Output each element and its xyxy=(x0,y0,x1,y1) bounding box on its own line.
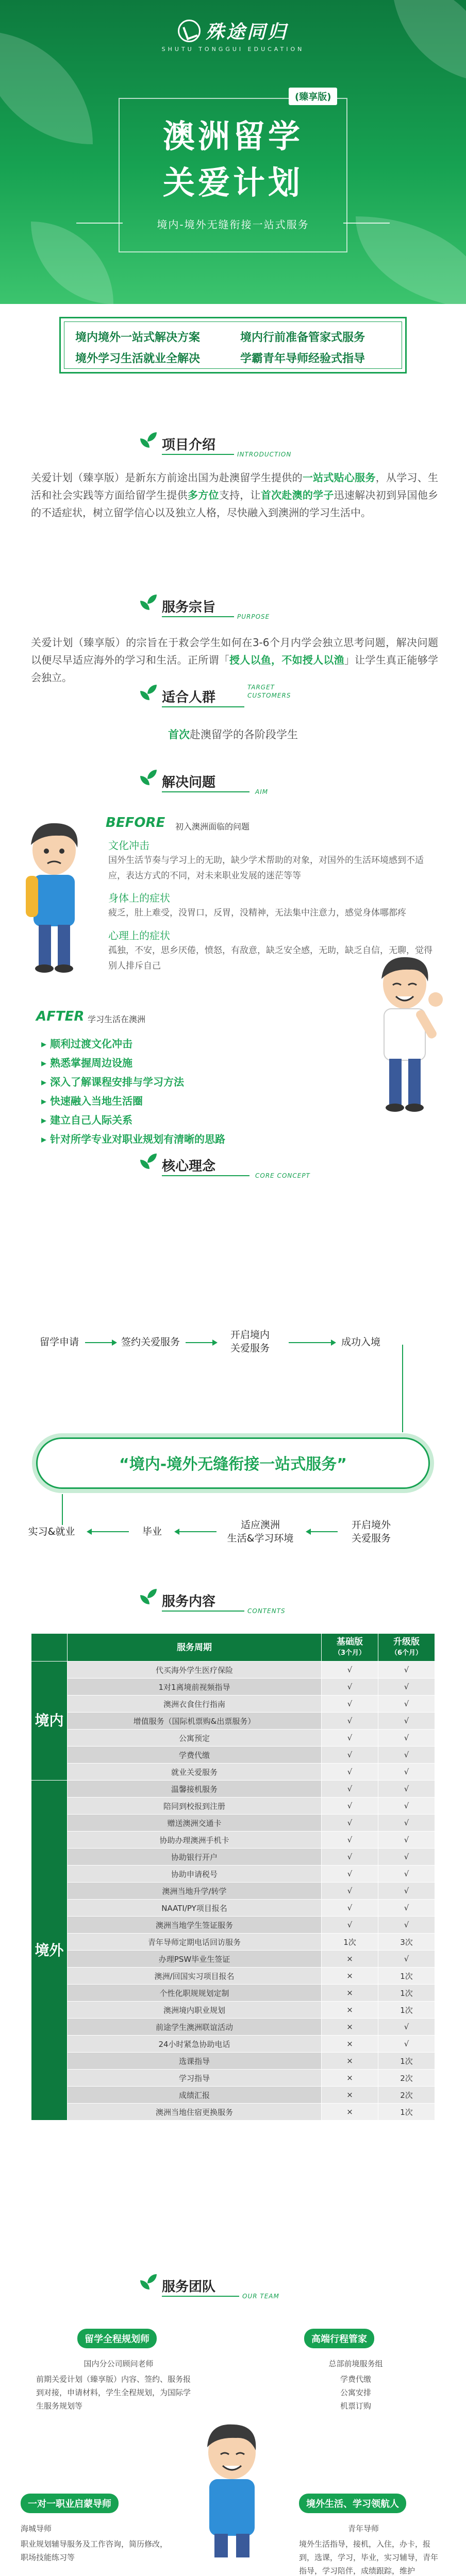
table-row xyxy=(31,1730,435,1747)
logo-icon xyxy=(178,20,201,42)
section-header-intro xyxy=(139,430,345,456)
connector xyxy=(402,1345,403,1432)
section-en: CONTENTS xyxy=(247,1607,286,1615)
arrow-left-icon xyxy=(175,1531,217,1532)
table-cell-plus: 1次 xyxy=(378,2104,435,2121)
after-sublabel: 学习生活在澳洲 xyxy=(88,1014,146,1024)
table-cell-plus: 1次 xyxy=(378,1968,435,1985)
table-cell-item: 温馨接机服务 xyxy=(68,1781,322,1798)
table-cell-plus: √ xyxy=(378,1900,435,1917)
problem-text: 孤独，不安，思乡厌倦，愤怒，有敌意，缺乏安全感，无助，缺乏自信，无聊，觉得别人排斥自己 xyxy=(108,945,432,971)
table-cell-item: 增值服务（国际机票购&出票服务） xyxy=(68,1713,322,1730)
table-cell-item: 前途学生澳洲联谊活动 xyxy=(68,2019,322,2036)
table-row xyxy=(31,1747,435,1764)
table-cell-plus: √ xyxy=(378,1781,435,1798)
table-cell-item: 选课指导 xyxy=(68,2053,322,2070)
arrow-right-icon xyxy=(289,1342,335,1343)
team-tag-butler: 高端行程管家 xyxy=(304,2329,374,2348)
flow-step: 适应澳洲 生活&学习环境 xyxy=(227,1519,294,1544)
target-text: 首次赴澳留学的各阶段学生 xyxy=(168,728,298,741)
team-tag-mentor: 一对一职业启蒙导师 xyxy=(21,2494,119,2513)
table-cell-plus: √ xyxy=(378,1696,435,1713)
table-cell-item: 个性化职规规划定制 xyxy=(68,1985,322,2002)
table-row xyxy=(31,1679,435,1696)
section-header-target xyxy=(139,683,345,708)
table-cell-plus: √ xyxy=(378,1662,435,1679)
section-en: AIM xyxy=(255,788,269,795)
table-cell-plus: √ xyxy=(378,1849,435,1866)
table-cell-item: 学习指导 xyxy=(68,2070,322,2087)
flow-step: 留学申请 xyxy=(39,1336,79,1348)
table-cell-item: 就业关爱服务 xyxy=(68,1764,322,1781)
section-header-team xyxy=(139,2272,356,2298)
table-cell-basic: √ xyxy=(322,1815,378,1832)
hero-title-line1: 澳洲留学 xyxy=(162,117,303,155)
team-desc: 前期关爱计划（臻享版）内容、签约、服务报到对接，申请材料，学生全程规划，为国际学生服务规划等 xyxy=(36,2375,191,2411)
table-cell-basic: √ xyxy=(322,1900,378,1917)
section-underline xyxy=(162,2296,239,2297)
team-desc: 职业规划辅导服务及工作咨询，简历修改，职场技能练习等 xyxy=(21,2539,168,2562)
table-cell-basic: √ xyxy=(322,1866,378,1883)
table-cell-basic: × xyxy=(322,1985,378,2002)
table-cell-item: 学费代缴 xyxy=(68,1747,322,1764)
table-cell-item: 协助申请税号 xyxy=(68,1866,322,1883)
table-row xyxy=(31,1934,435,1951)
team-desc: 境外生活指导，接机，入住，办卡，报到，选课，学习，毕业，实习辅导，青年指导，学习陪伴，成绩跟踪，维护 xyxy=(299,2539,439,2575)
table-cell-plus: 2次 xyxy=(378,2087,435,2104)
table-cell-basic: √ xyxy=(322,1747,378,1764)
table-cell-plus: √ xyxy=(378,1730,435,1747)
problem-heading: 心理上的症状 xyxy=(108,929,170,942)
table-cell-basic: √ xyxy=(322,1832,378,1849)
table-cell-plus: √ xyxy=(378,1917,435,1934)
table-row xyxy=(31,2104,435,2121)
table-cell-item: 澳洲衣食住行指南 xyxy=(68,1696,322,1713)
brand-name: 殊途同归 xyxy=(205,21,288,43)
table-cell-basic: √ xyxy=(322,1764,378,1781)
table-header-item: 服务周期 xyxy=(68,1634,322,1662)
table-cell-plus: √ xyxy=(378,1764,435,1781)
table-cell-item: 澳洲境内职业规划 xyxy=(68,2002,322,2019)
table-cell-plus: √ xyxy=(378,1713,435,1730)
arrow-left-icon xyxy=(307,1531,338,1532)
section-title: 项目介绍 xyxy=(162,437,216,453)
slogan-box xyxy=(59,317,407,374)
section-header-concept xyxy=(139,1151,356,1177)
section-en: CORE CONCEPT xyxy=(255,1172,310,1179)
table-row xyxy=(31,2002,435,2019)
table-cell-item: 协助银行开户 xyxy=(68,1849,322,1866)
table-cell-basic: √ xyxy=(322,1713,378,1730)
table-cell-item: 陪同到校报到注册 xyxy=(68,1798,322,1815)
section-header-problems xyxy=(139,768,345,793)
section-underline xyxy=(162,454,234,455)
table-cell-basic: × xyxy=(322,2036,378,2053)
table-cell-plus: √ xyxy=(378,2036,435,2053)
section-en: OUR TEAM xyxy=(242,2293,279,2300)
table-row xyxy=(31,1781,435,1798)
slogan-item: 境外学习生活就业全解决 xyxy=(75,352,201,365)
table-cell-plus: √ xyxy=(378,1951,435,1968)
leaf-icon xyxy=(139,1589,160,1607)
table-cell-basic: √ xyxy=(322,1798,378,1815)
table-cell-item: 澳洲/回国实习项目报名 xyxy=(68,1968,322,1985)
table-cell-plus: 3次 xyxy=(378,1934,435,1951)
table-cell-basic: × xyxy=(322,2070,378,2087)
section-en: CUSTOMERS xyxy=(247,692,291,699)
table-row xyxy=(31,1764,435,1781)
leaf-icon xyxy=(139,432,160,451)
student-ok-illustration xyxy=(361,948,448,1118)
table-cell-item: 24小时紧急协助电话 xyxy=(68,2036,322,2053)
table-group-label: 境外 xyxy=(31,1781,68,2121)
after-item: ▸ 深入了解课程安排与学习方法 xyxy=(41,1074,225,1093)
table-cell-basic: × xyxy=(322,2104,378,2121)
problem-heading: 身体上的症状 xyxy=(108,892,170,904)
section-header-purpose xyxy=(139,592,345,618)
section-en: INTRODUCTION xyxy=(237,451,292,458)
table-cell-plus: 1次 xyxy=(378,2053,435,2070)
table-cell-item: 协助办理澳洲手机卡 xyxy=(68,1832,322,1849)
table-cell-basic: √ xyxy=(322,1730,378,1747)
section-title: 服务团队 xyxy=(162,2279,216,2295)
brand-logo xyxy=(0,18,466,53)
flow-step: 签约关爱服务 xyxy=(121,1336,180,1348)
table-row xyxy=(31,1713,435,1730)
table-cell-plus: √ xyxy=(378,1798,435,1815)
table-cell-item: 澳洲当地学生签证服务 xyxy=(68,1917,322,1934)
section-header-contents xyxy=(139,1587,356,1613)
edition-badge: (臻享版) xyxy=(289,88,337,105)
table-cell-basic: √ xyxy=(322,1662,378,1679)
table-cell-plus: √ xyxy=(378,1832,435,1849)
concept-slogan: “境内-境外无缝衔接一站式服务” xyxy=(119,1455,347,1473)
flow-step: 成功入境 xyxy=(341,1336,380,1348)
team-role: 总部前境服务组 xyxy=(328,2359,383,2368)
arrow-right-icon xyxy=(85,1342,116,1343)
table-cell-item: 办理PSW毕业生签证 xyxy=(68,1951,322,1968)
table-row xyxy=(31,1900,435,1917)
table-cell-item: 代买海外学生医疗保险 xyxy=(68,1662,322,1679)
table-cell-item: 澳洲当地住宿更换服务 xyxy=(68,2104,322,2121)
table-cell-plus: √ xyxy=(378,1866,435,1883)
section-en: PURPOSE xyxy=(237,613,270,620)
intro-paragraph: 关爱计划（臻享版）是新东方前途出国为赴澳留学生提供的一站式贴心服务，从学习、生活和社会实践等方面给留学生提供多方位支持，让首次赴澳的学子迅速解决初到异国他乡的不适症状，树立留学信心以及独立人格，尽快融入到澳洲的学习生活中。 xyxy=(31,471,439,519)
purpose-paragraph: 关爱计划（臻享版）的宗旨在于救会学生如何在3-6个月内学会独立思考问题，解决问题以便尽早适应海外的学习和生活。正所谓「授人以鱼，不如授人以渔」让学生真正能够学会独立。 xyxy=(31,636,439,684)
table-row xyxy=(31,1985,435,2002)
table-cell-basic: 1次 xyxy=(322,1934,378,1951)
section-title: 服务宗旨 xyxy=(162,600,216,615)
team-role: 国内分公司顾问老师 xyxy=(84,2359,154,2368)
table-cell-item: 青年导师定期电话回访服务 xyxy=(68,1934,322,1951)
table-cell-item: 1对1离境前视频指导 xyxy=(68,1679,322,1696)
table-cell-basic: √ xyxy=(322,1781,378,1798)
section-title: 适合人群 xyxy=(162,690,216,705)
table-row xyxy=(31,2036,435,2053)
hero-title-line2: 关爱计划 xyxy=(162,164,303,201)
table-header-plus: 升级版 （6个月） xyxy=(378,1634,435,1662)
after-item: ▸ 针对所学专业对职业规划有清晰的思路 xyxy=(41,1131,225,1150)
arrow-right-icon xyxy=(186,1342,217,1343)
leaf-icon xyxy=(139,1154,160,1172)
table-cell-basic: × xyxy=(322,2087,378,2104)
table-cell-basic: × xyxy=(322,2019,378,2036)
table-row xyxy=(31,1951,435,1968)
section-underline xyxy=(162,1611,244,1612)
table-cell-item: 赠送澳洲交通卡 xyxy=(68,1815,322,1832)
table-row xyxy=(31,2019,435,2036)
team-desc: 学费代缴 公寓安排 机票订购 xyxy=(340,2375,371,2411)
after-item: ▸ 快速融入当地生活圈 xyxy=(41,1093,225,1112)
table-cell-basic: × xyxy=(322,1951,378,1968)
flow-step: 开启境内 关爱服务 xyxy=(230,1329,270,1354)
slogan-item: 学霸青年导师经验式指导 xyxy=(240,352,365,365)
arrow-left-icon xyxy=(88,1531,129,1532)
table-row xyxy=(31,1815,435,1832)
problem-text: 国外生活节奏与学习上的无助，缺少学术帮助的对象，对国外的生活环境感到不适应，表达方式的不同，对未来职业发展的迷茫等等 xyxy=(108,855,424,881)
section-title: 服务内容 xyxy=(162,1594,216,1609)
section-underline xyxy=(162,616,234,617)
team-tag-planner: 留学全程规划师 xyxy=(77,2329,157,2348)
table-cell-plus: √ xyxy=(378,1679,435,1696)
table-cell-plus: √ xyxy=(378,1747,435,1764)
team-role: 青年导师 xyxy=(347,2524,379,2533)
decor-leaf xyxy=(31,222,113,304)
table-row xyxy=(31,1832,435,1849)
leaf-icon xyxy=(139,770,160,788)
table-cell-plus: √ xyxy=(378,1883,435,1900)
table-row xyxy=(31,2087,435,2104)
table-cell-plus: 1次 xyxy=(378,1985,435,2002)
table-row xyxy=(31,1917,435,1934)
leaf-icon xyxy=(139,685,160,703)
table-row xyxy=(31,1696,435,1713)
team-role: 海城导师 xyxy=(21,2524,52,2533)
problem-text: 疲乏，肚上难受，没胃口，反胃，没精神，无法集中注意力，感觉身体哪都疼 xyxy=(108,908,406,918)
table-group-label: 境内 xyxy=(31,1662,68,1781)
section-underline xyxy=(162,1175,249,1176)
after-item: ▸ 建立自己人际关系 xyxy=(41,1112,225,1131)
table-cell-plus: √ xyxy=(378,2019,435,2036)
hero-banner xyxy=(0,0,466,304)
section-en: TARGET xyxy=(247,684,275,691)
table-row xyxy=(31,1798,435,1815)
table-header-basic: 基础版 （3个月） xyxy=(322,1634,378,1662)
table-cell-plus: 1次 xyxy=(378,2002,435,2019)
after-item: ▸ 顺利过渡文化冲击 xyxy=(41,1036,225,1055)
leaf-icon xyxy=(139,2274,160,2293)
before-label: BEFORE xyxy=(106,815,165,831)
table-cell-item: 成绩汇报 xyxy=(68,2087,322,2104)
section-underline xyxy=(162,791,249,792)
brand-sub: SHUTU TONGGUI EDUCATION xyxy=(161,46,305,53)
table-cell-basic: √ xyxy=(322,1849,378,1866)
services-table xyxy=(31,1633,435,2121)
problem-heading: 文化冲击 xyxy=(108,839,149,852)
table-cell-plus: √ xyxy=(378,1815,435,1832)
before-sublabel: 初入澳洲面临的问题 xyxy=(175,822,250,832)
table-row xyxy=(31,1662,435,1679)
hero-subtitle: 境内-境外无缝衔接一站式服务 xyxy=(157,218,309,231)
table-cell-basic: × xyxy=(322,1968,378,1985)
table-corner xyxy=(31,1634,68,1662)
slogan-item: 境内境外一站式解决方案 xyxy=(75,331,201,344)
table-row xyxy=(31,1849,435,1866)
section-underline xyxy=(162,706,244,707)
table-row xyxy=(31,1866,435,1883)
connector xyxy=(62,1494,63,1525)
flow-step: 毕业 xyxy=(142,1526,162,1537)
student-illustration xyxy=(10,814,98,979)
table-row xyxy=(31,1968,435,1985)
section-title: 解决问题 xyxy=(162,775,216,790)
team-tag-navigator: 境外生活、学习领航人 xyxy=(299,2494,406,2513)
leaf-icon xyxy=(139,595,160,613)
table-cell-basic: × xyxy=(322,2053,378,2070)
table-cell-basic: √ xyxy=(322,1883,378,1900)
table-row xyxy=(31,1883,435,1900)
flow-step: 实习&就业 xyxy=(28,1526,75,1537)
table-cell-item: 澳洲当地升学/转学 xyxy=(68,1883,322,1900)
team-mascot-illustration xyxy=(180,2416,284,2561)
table-cell-basic: √ xyxy=(322,1696,378,1713)
table-cell-item: 公寓预定 xyxy=(68,1730,322,1747)
after-list xyxy=(41,1036,225,1150)
after-label: AFTER xyxy=(36,1009,85,1024)
slogan-item: 境内行前准备管家式服务 xyxy=(240,331,365,344)
slogan-grid xyxy=(75,329,395,366)
table-cell-basic: √ xyxy=(322,1917,378,1934)
section-title: 核心理念 xyxy=(162,1159,216,1174)
table-row xyxy=(31,2053,435,2070)
table-row xyxy=(31,2070,435,2087)
table-cell-basic: × xyxy=(322,2002,378,2019)
table-cell-basic: √ xyxy=(322,1679,378,1696)
table-cell-item: NAATI/PY项目报名 xyxy=(68,1900,322,1917)
after-item: ▸ 熟悉掌握周边设施 xyxy=(41,1055,225,1074)
flow-step: 开启境外 关爱服务 xyxy=(351,1519,391,1544)
table-cell-plus: 2次 xyxy=(378,2070,435,2087)
